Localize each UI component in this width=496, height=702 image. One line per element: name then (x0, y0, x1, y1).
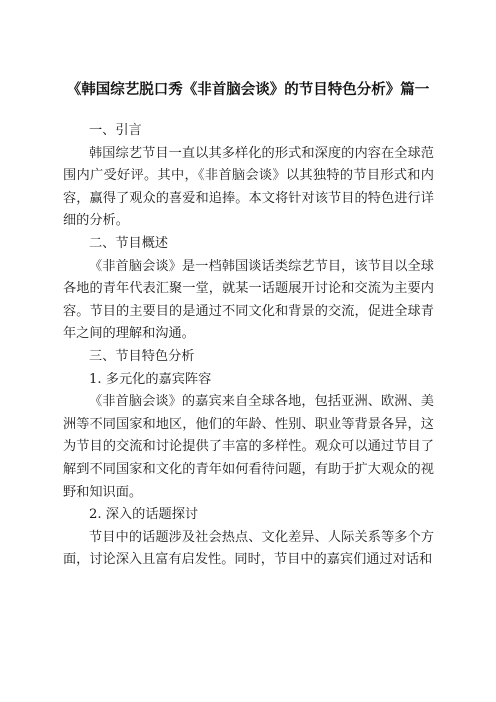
paragraph-intro: 韩国综艺节目一直以其多样化的形式和深度的内容在全球范围内广受好评。其中，《非首脑会谈》以其独特的节目形式和内容，赢得了观众的喜爱和追捧。本文将针对该节目的特色进行详细的分析。 (63, 145, 434, 229)
subheading-topics: 2. 深入的话题探讨 (89, 507, 199, 523)
document-body (63, 120, 434, 572)
subheading-guests: 1. 多元化的嘉宾阵容 (89, 371, 212, 387)
paragraph-topics: 节目中的话题涉及社会热点、文化差异、人际关系等多个方面，讨论深入且富有启发性。同时，节目中的嘉宾们通过对话和 (63, 529, 434, 568)
section-heading-intro: 一、引言 (89, 123, 142, 138)
document-title: 《韩国综艺脱口秀《非首脑会谈》的节目特色分析》篇一 (66, 82, 430, 98)
section-heading-features: 三、节目特色分析 (89, 348, 195, 364)
section-heading-overview: 二、节目概述 (89, 235, 169, 251)
paragraph-guests: 《非首脑会谈》的嘉宾来自全球各地，包括亚洲、欧洲、美洲等不同国家和地区，他们的年龄、性别、职业等背景各异，这为节目的交流和讨论提供了丰富的多样性。观众可以通过节目了解到不同国家和文化的青年如何看待问题，有助于扩大观众的视野和知识面。 (63, 394, 434, 500)
paragraph-overview: 《非首脑会谈》是一档韩国谈话类综艺节目，该节目以全球各地的青年代表汇聚一堂，就某一话题展开讨论和交流为主要内容。节目的主要目的是通过不同文化和背景的交流，促进全球青年之间的理解和沟通。 (63, 258, 434, 342)
